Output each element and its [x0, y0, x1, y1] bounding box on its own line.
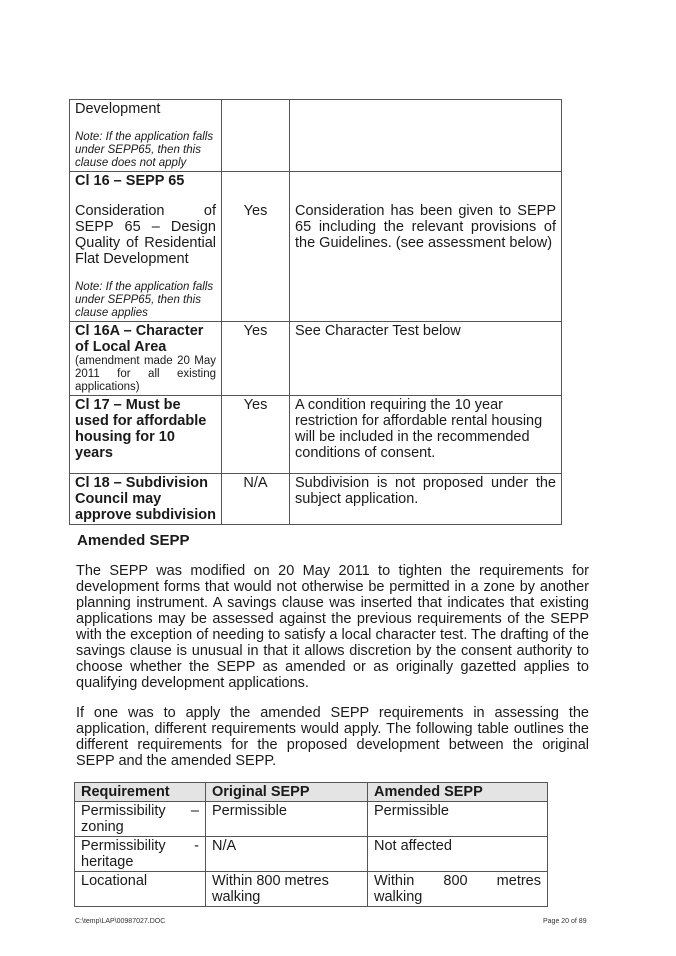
clause-amendment-note: (amendment made 20 May 2011 for all existing applications)	[75, 355, 216, 393]
requirement-label: Permissibility	[81, 803, 166, 819]
comment-cell	[290, 100, 562, 172]
clause-text: Consideration of SEPP 65 – Design Quality of Residential Flat Development	[75, 203, 216, 267]
clause-heading: Cl 16 – SEPP 65	[75, 173, 185, 189]
clause-note: Note: If the application falls under SEPP65, then this clause does not apply	[75, 131, 214, 169]
clause-cell	[70, 100, 222, 172]
comment-cell	[290, 172, 562, 322]
status-cell	[222, 172, 290, 322]
table-row	[70, 100, 562, 172]
comment-cell: A condition requiring the 10 year restriction for affordable rental housing will be included in the recommended conditions of consent.	[290, 396, 562, 474]
table-row	[75, 802, 548, 837]
amended-cell: Within 800 metres walking	[368, 872, 548, 907]
body-paragraph: The SEPP was modified on 20 May 2011 to tighten the requirements for development forms that would not otherwise be permitted in a zone by another planning instrument. A savings clause was inserted that indicates that existing applications may be assessed against the previous requirements of the SEPP with the exception of needing to satisfy a local character test. The drafting of the savings clause is unusual in that it allows discretion by the consent authority to choose whether the SEPP as amended or as originally gazetted applies to qualifying development applications.	[76, 563, 589, 691]
footer-file-path: C:\temp\LAP\00987027.DOC	[75, 918, 166, 925]
status-cell: N/A	[222, 474, 290, 525]
table-row	[70, 396, 562, 474]
comment-cell: Subdivision is not proposed under the subject application.	[290, 474, 562, 525]
requirement-sub: zoning	[81, 819, 124, 835]
comparison-table	[74, 782, 548, 907]
status-value: Yes	[243, 203, 268, 219]
clause-note: Note: If the application falls under SEPP65, then this clause applies	[75, 281, 214, 319]
amended-cell: Permissible	[368, 802, 548, 837]
clause-cell	[70, 322, 222, 396]
table-row	[70, 172, 562, 322]
original-cell: Permissible	[206, 802, 368, 837]
table-header-row	[75, 783, 548, 802]
comment-cell: See Character Test below	[290, 322, 562, 396]
table-row	[75, 872, 548, 907]
body-paragraph: If one was to apply the amended SEPP requirements in assessing the application, different requirements would apply. The following table outlines the different requirements for the proposed development between the original SEPP and the amended SEPP.	[76, 705, 589, 769]
column-header: Original SEPP	[206, 783, 368, 802]
clause-heading: Cl 16A – Character of Local Area	[75, 323, 204, 355]
status-cell: Yes	[222, 396, 290, 474]
clause-heading: Cl 17 – Must be used for affordable housing for 10 years	[70, 396, 222, 474]
table-row	[75, 837, 548, 872]
clause-cell	[70, 172, 222, 322]
clause-heading: Cl 18 – Subdivision Council may approve subdivision	[70, 474, 222, 525]
requirement-sub: heritage	[81, 854, 134, 870]
footer-page-number: Page 20 of 89	[543, 918, 587, 925]
requirement-cell	[75, 802, 206, 837]
table-row	[70, 322, 562, 396]
status-cell	[222, 100, 290, 172]
requirement-label: Permissibility	[81, 838, 166, 854]
comment-text: Consideration has been given to SEPP 65 including the relevant provisions of the Guidelines. (see assessment below)	[295, 203, 556, 251]
original-cell: Within 800 metres walking	[206, 872, 368, 907]
table-row	[70, 474, 562, 525]
original-cell: N/A	[206, 837, 368, 872]
clause-text: Development	[75, 101, 161, 117]
requirement-dash: -	[194, 838, 199, 854]
amended-cell: Not affected	[368, 837, 548, 872]
requirement-dash: –	[190, 803, 199, 819]
status-cell: Yes	[222, 322, 290, 396]
column-header: Requirement	[75, 783, 206, 802]
column-header: Amended SEPP	[368, 783, 548, 802]
clause-table	[69, 99, 562, 525]
section-heading: Amended SEPP	[77, 532, 190, 549]
requirement-cell: Locational	[75, 872, 206, 907]
requirement-cell	[75, 837, 206, 872]
